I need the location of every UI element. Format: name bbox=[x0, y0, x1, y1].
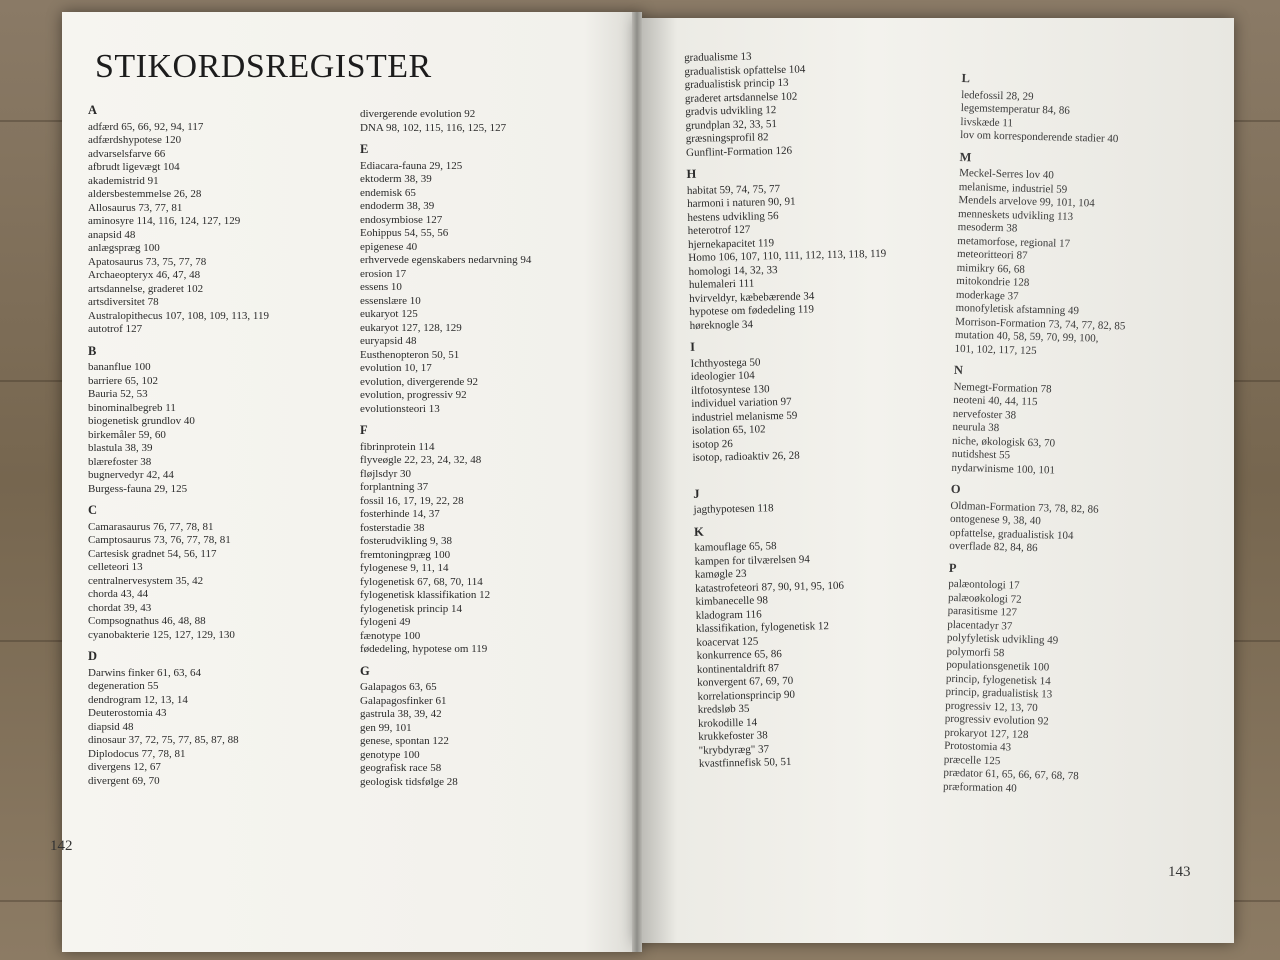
index-entry: Compsognathus 46, 48, 88 bbox=[88, 615, 206, 627]
index-entry: 101, 102, 117, 125 bbox=[954, 342, 1037, 357]
index-entry: Gunflint-Formation 126 bbox=[685, 144, 793, 159]
section-letter: B bbox=[88, 343, 97, 358]
index-entry: progressiv 12, 13, 70 bbox=[945, 699, 1038, 714]
index-entry: melanisme, industriel 59 bbox=[958, 180, 1068, 196]
index-column-3 bbox=[684, 48, 897, 771]
index-entry: fibrinprotein 114 bbox=[360, 440, 435, 453]
index-entry: overflade 82, 84, 86 bbox=[949, 539, 1038, 555]
index-entry: chorda 43, 44 bbox=[88, 588, 149, 600]
index-entry: kamouflage 65, 58 bbox=[694, 540, 777, 554]
index-entry: progressiv evolution 92 bbox=[944, 712, 1049, 728]
section-letter: E bbox=[360, 142, 369, 156]
index-entry: adfærdshypotese 120 bbox=[88, 134, 182, 146]
index-entry: advarselsfarve 66 bbox=[88, 147, 166, 160]
index-entry: birkemåler 59, 60 bbox=[88, 428, 166, 441]
index-entry: fosterudvikling 9, 38 bbox=[360, 535, 452, 547]
index-entry: heterotrof 127 bbox=[687, 223, 751, 237]
page-shadow bbox=[636, 18, 676, 943]
index-entry: artsdannelse, graderet 102 bbox=[88, 282, 204, 295]
index-entry: evolution, progressiv 92 bbox=[360, 389, 467, 401]
left-page bbox=[50, 12, 642, 952]
index-entry: palæoøkologi 72 bbox=[947, 591, 1022, 606]
index-entry: binominalbegreb 11 bbox=[88, 401, 176, 414]
index-entry: mitokondrie 128 bbox=[956, 274, 1030, 289]
index-entry: livskæde 11 bbox=[960, 115, 1014, 129]
section-letter: O bbox=[950, 481, 961, 497]
index-entry: endosymbiose 127 bbox=[360, 213, 443, 226]
index-entry: meteoritteori 87 bbox=[956, 247, 1028, 262]
index-entry: Nemegt-Formation 78 bbox=[953, 380, 1052, 395]
index-entry: aminosyre 114, 116, 124, 127, 129 bbox=[88, 215, 241, 227]
index-entry: afbrudt ligevægt 104 bbox=[88, 161, 180, 173]
index-entry: moderkage 37 bbox=[955, 288, 1019, 303]
index-entry: Camarasaurus 76, 77, 78, 81 bbox=[88, 520, 214, 533]
index-entry: Homo 106, 107, 110, 111, 112, 113, 118, 119 bbox=[688, 247, 887, 264]
index-entry: kladogram 116 bbox=[695, 607, 762, 622]
index-entry: blærefoster 38 bbox=[88, 455, 152, 468]
index-entry: hjernekapacitet 119 bbox=[687, 236, 775, 251]
index-entry: eukaryot 125 bbox=[360, 308, 418, 320]
index-entry: palæontologi 17 bbox=[948, 577, 1020, 592]
section-letter: H bbox=[686, 166, 697, 181]
index-entry: korrelationsprincip 90 bbox=[697, 688, 796, 703]
index-entry: Eusthenopteron 50, 51 bbox=[360, 348, 460, 361]
index-entry: chordat 39, 43 bbox=[88, 601, 152, 614]
index-entry: prædator 61, 65, 66, 67, 68, 78 bbox=[943, 766, 1079, 783]
index-entry: Deuterostomia 43 bbox=[88, 707, 167, 719]
index-entry: flyveøgle 22, 23, 24, 32, 48 bbox=[360, 454, 482, 466]
index-entry: gradualistisk princip 13 bbox=[684, 76, 789, 91]
index-entry: gastrula 38, 39, 42 bbox=[360, 708, 442, 720]
index-entry: menneskets udvikling 113 bbox=[957, 207, 1074, 223]
index-entry: diapsid 48 bbox=[88, 720, 134, 733]
section-letter: F bbox=[360, 423, 368, 437]
index-entry: individuel variation 97 bbox=[691, 395, 792, 410]
index-entry: Protostomia 43 bbox=[943, 739, 1012, 754]
index-entry: princip, gradualistisk 13 bbox=[945, 685, 1053, 701]
index-entry: dinosaur 37, 72, 75, 77, 85, 87, 88 bbox=[88, 734, 239, 746]
index-entry: bugnervedyr 42, 44 bbox=[88, 469, 174, 481]
index-entry: blastula 38, 39 bbox=[88, 442, 153, 454]
index-entry: fylogenetisk princip 14 bbox=[360, 602, 463, 615]
index-entry: ontogenese 9, 38, 40 bbox=[949, 512, 1041, 528]
index-entry: Diplodocus 77, 78, 81 bbox=[88, 747, 186, 760]
index-entry: klassifikation, fylogenetisk 12 bbox=[695, 620, 830, 635]
index-entry: iltfotosyntese 130 bbox=[690, 382, 770, 397]
index-entry: Mendels arvelove 99, 101, 104 bbox=[958, 193, 1095, 210]
index-entry: prokaryot 127, 128 bbox=[944, 726, 1029, 741]
index-entry: græsningsprofil 82 bbox=[685, 131, 769, 145]
index-entry: hvirveldyr, kæbebærende 34 bbox=[689, 289, 815, 305]
index-entry: metamorfose, regional 17 bbox=[957, 234, 1071, 250]
index-entry: Meckel-Serres lov 40 bbox=[958, 166, 1054, 182]
index-entry: Apatosaurus 73, 75, 77, 78 bbox=[88, 255, 207, 268]
index-entry: fødedeling, hypotese om 119 bbox=[360, 643, 488, 655]
index-entry: "krybdyræg" 37 bbox=[698, 742, 770, 757]
index-entry: præcelle 125 bbox=[943, 753, 1001, 767]
index-entry: divergent 69, 70 bbox=[88, 774, 160, 787]
index-entry: aldersbestemmelse 26, 28 bbox=[88, 188, 202, 200]
index-entry: fænotype 100 bbox=[360, 629, 421, 642]
index-entry: graderet artsdannelse 102 bbox=[684, 90, 798, 105]
index-column-2 bbox=[360, 108, 531, 789]
index-entry: geologisk tidsfølge 28 bbox=[360, 775, 458, 788]
index-column-1 bbox=[88, 96, 269, 788]
index-entry: essenslære 10 bbox=[360, 294, 421, 307]
index-entry: legemstemperatur 84, 86 bbox=[960, 101, 1071, 117]
section-letter: J bbox=[693, 486, 700, 501]
index-entry: Australopithecus 107, 108, 109, 113, 119 bbox=[88, 309, 269, 322]
index-entry: polymorfi 58 bbox=[946, 645, 1005, 659]
index-entry: koacervat 125 bbox=[696, 635, 759, 649]
index-entry: polyfyletisk udvikling 49 bbox=[946, 631, 1059, 647]
index-entry: akademistrid 91 bbox=[88, 174, 159, 187]
index-entry: kimbanecelle 98 bbox=[695, 594, 769, 608]
index-entry: isolation 65, 102 bbox=[691, 423, 766, 437]
index-entry: Galapagos 63, 65 bbox=[360, 681, 437, 693]
index-entry: kvastfinnefisk 50, 51 bbox=[698, 755, 792, 770]
index-column-4 bbox=[943, 64, 1132, 798]
index-entry: præformation 40 bbox=[942, 780, 1017, 795]
section-letter: K bbox=[693, 524, 704, 539]
index-entry: hypotese om fødedeling 119 bbox=[689, 303, 815, 318]
page-number-right: 143 bbox=[1168, 864, 1191, 880]
page-title: STIKORDSREGISTER bbox=[95, 48, 432, 85]
index-entry: bananflue 100 bbox=[88, 361, 151, 373]
index-entry: harmoni i naturen 90, 91 bbox=[687, 195, 796, 210]
section-letter: A bbox=[88, 103, 98, 117]
section-letter: N bbox=[953, 362, 964, 378]
index-entry: degeneration 55 bbox=[88, 680, 159, 692]
index-entry: fylogenetisk klassifikation 12 bbox=[360, 589, 491, 601]
index-entry: jagthypotesen 118 bbox=[693, 502, 774, 516]
index-entry: anlægspræg 100 bbox=[88, 242, 160, 254]
index-entry: Oldman-Formation 73, 78, 82, 86 bbox=[950, 499, 1099, 516]
index-entry: mimikry 66, 68 bbox=[956, 261, 1025, 276]
index-entry: endemisk 65 bbox=[360, 186, 416, 199]
index-entry: Galapagosfinker 61 bbox=[360, 694, 447, 707]
index-entry: fosterhinde 14, 37 bbox=[360, 508, 440, 520]
index-entry: fossil 16, 17, 19, 22, 28 bbox=[360, 494, 464, 507]
index-entry: epigenese 40 bbox=[360, 240, 418, 253]
index-entry: grundplan 32, 33, 51 bbox=[685, 117, 778, 132]
index-entry: adfærd 65, 66, 92, 94, 117 bbox=[88, 120, 204, 133]
index-entry: geografisk race 58 bbox=[360, 762, 442, 774]
index-entry: fylogenese 9, 11, 14 bbox=[360, 562, 449, 574]
index-entry: Archaeopteryx 46, 47, 48 bbox=[88, 269, 201, 281]
index-entry: industriel melanisme 59 bbox=[691, 409, 798, 424]
index-entry: placentadyr 37 bbox=[947, 618, 1013, 633]
book-gutter bbox=[632, 12, 642, 952]
index-entry: erosion 17 bbox=[360, 267, 407, 280]
index-entry: divergerende evolution 92 bbox=[360, 108, 476, 120]
index-entry: neoteni 40, 44, 115 bbox=[953, 393, 1038, 409]
index-entry: euryapsid 48 bbox=[360, 335, 417, 347]
index-entry: populationsgenetik 100 bbox=[946, 658, 1050, 674]
index-entry: kampen for tilværelsen 94 bbox=[694, 552, 810, 568]
index-entry: krokodille 14 bbox=[697, 716, 758, 730]
index-entry: monofyletisk afstamning 49 bbox=[955, 301, 1080, 318]
index-entry: DNA 98, 102, 115, 116, 125, 127 bbox=[360, 121, 507, 134]
index-entry: gradualistisk opfattelse 104 bbox=[684, 62, 806, 78]
index-entry: divergens 12, 67 bbox=[88, 761, 161, 773]
index-entry: høreknogle 34 bbox=[689, 318, 754, 332]
index-entry: opfattelse, gradualistisk 104 bbox=[949, 526, 1074, 542]
index-entry: princip, fylogenetisk 14 bbox=[945, 672, 1051, 688]
index-entry: habitat 59, 74, 75, 77 bbox=[686, 182, 781, 197]
index-entry: katastrofeteori 87, 90, 91, 95, 106 bbox=[695, 579, 845, 595]
index-entry: mesoderm 38 bbox=[957, 220, 1018, 235]
index-entry: kontinentaldrift 87 bbox=[696, 661, 780, 676]
index-entry: konvergent 67, 69, 70 bbox=[697, 674, 794, 689]
index-entry: hestens udvikling 56 bbox=[687, 209, 779, 224]
index-entry: ideologier 104 bbox=[690, 369, 755, 383]
section-letter: G bbox=[360, 663, 370, 678]
index-entry: neurula 38 bbox=[952, 420, 1000, 435]
index-entry: fremtoningpræg 100 bbox=[360, 548, 451, 561]
index-entry: centralnervesystem 35, 42 bbox=[88, 574, 204, 587]
section-letter: L bbox=[961, 70, 971, 86]
index-entry: Morrison-Formation 73, 74, 77, 82, 85 bbox=[955, 315, 1126, 332]
index-entry: mutation 40, 58, 59, 70, 99, 100, bbox=[954, 328, 1099, 345]
index-entry: kamøgle 23 bbox=[694, 567, 747, 581]
index-entry: fylogenetisk 67, 68, 70, 114 bbox=[360, 575, 483, 588]
index-entry: gradvis udvikling 12 bbox=[685, 104, 777, 118]
section-letter: P bbox=[948, 560, 957, 575]
index-entry: essens 10 bbox=[360, 281, 402, 293]
index-entry: anapsid 48 bbox=[88, 228, 136, 241]
index-entry: ledefossil 28, 29 bbox=[961, 88, 1034, 103]
index-entry: gradualisme 13 bbox=[684, 50, 752, 64]
index-entry: forplantning 37 bbox=[360, 481, 429, 493]
index-entry: homologi 14, 32, 33 bbox=[688, 263, 778, 278]
index-entry: hulemaleri 111 bbox=[688, 277, 755, 291]
index-entry: fløjlsdyr 30 bbox=[360, 467, 412, 480]
page-number-left: 142 bbox=[50, 838, 73, 854]
index-entry: evolution, divergerende 92 bbox=[360, 375, 479, 388]
index-entry: parasitisme 127 bbox=[947, 604, 1018, 619]
index-entry: Darwins finker 61, 63, 64 bbox=[88, 666, 202, 679]
index-entry: dendrogram 12, 13, 14 bbox=[88, 693, 188, 706]
index-entry: Bauria 52, 53 bbox=[88, 388, 148, 400]
index-entry: eukaryot 127, 128, 129 bbox=[360, 321, 462, 334]
index-entry: krukkefoster 38 bbox=[698, 729, 768, 743]
index-entry: Ediacara-fauna 29, 125 bbox=[360, 159, 463, 172]
index-entry: Ichthyostega 50 bbox=[690, 355, 761, 370]
section-letter: M bbox=[959, 149, 972, 164]
section-letter: D bbox=[88, 649, 98, 663]
index-entry: Burgess-fauna 29, 125 bbox=[88, 482, 188, 495]
section-letter: C bbox=[88, 503, 98, 517]
index-entry: lov om korresponderende stadier 40 bbox=[959, 128, 1119, 146]
index-entry: ektoderm 38, 39 bbox=[360, 173, 432, 185]
index-entry: genotype 100 bbox=[360, 748, 420, 761]
index-entry: gen 99, 101 bbox=[360, 721, 412, 734]
index-entry: konkurrence 65, 86 bbox=[696, 648, 782, 662]
right-page bbox=[636, 18, 1234, 943]
index-entry: genese, spontan 122 bbox=[360, 735, 449, 747]
index-entry: Eohippus 54, 55, 56 bbox=[360, 227, 449, 239]
index-entry: cyanobakterie 125, 127, 129, 130 bbox=[88, 628, 235, 641]
section-letter: I bbox=[690, 339, 696, 354]
index-entry: artsdiversitet 78 bbox=[88, 296, 159, 308]
index-entry: biogenetisk grundlov 40 bbox=[88, 415, 195, 427]
index-entry: isotop 26 bbox=[692, 437, 733, 451]
index-entry: isotop, radioaktiv 26, 28 bbox=[692, 449, 800, 464]
index-entry: kredsløb 35 bbox=[697, 702, 750, 716]
index-entry: fosterstadie 38 bbox=[360, 521, 425, 534]
index-entry: evolutionsteori 13 bbox=[360, 402, 440, 415]
index-entry: endoderm 38, 39 bbox=[360, 200, 435, 212]
index-entry: nutidshest 55 bbox=[951, 447, 1011, 462]
index-entry: fylogeni 49 bbox=[360, 616, 411, 628]
index-entry: Cartesisk gradnet 54, 56, 117 bbox=[88, 547, 217, 560]
index-entry: evolution 10, 17 bbox=[360, 362, 432, 374]
index-entry: Allosaurus 73, 77, 81 bbox=[88, 201, 183, 214]
index-entry: autotrof 127 bbox=[88, 323, 143, 335]
index-entry: celleteori 13 bbox=[88, 561, 143, 573]
index-entry: erhvervede egenskabers nedarvning 94 bbox=[360, 254, 532, 266]
index-entry: barriere 65, 102 bbox=[88, 374, 158, 387]
index-entry: nervefoster 38 bbox=[952, 407, 1017, 422]
index-entry: Camptosaurus 73, 76, 77, 78, 81 bbox=[88, 534, 231, 546]
index-entry: nydarwinisme 100, 101 bbox=[951, 461, 1056, 477]
index-entry: niche, økologisk 63, 70 bbox=[951, 434, 1056, 450]
